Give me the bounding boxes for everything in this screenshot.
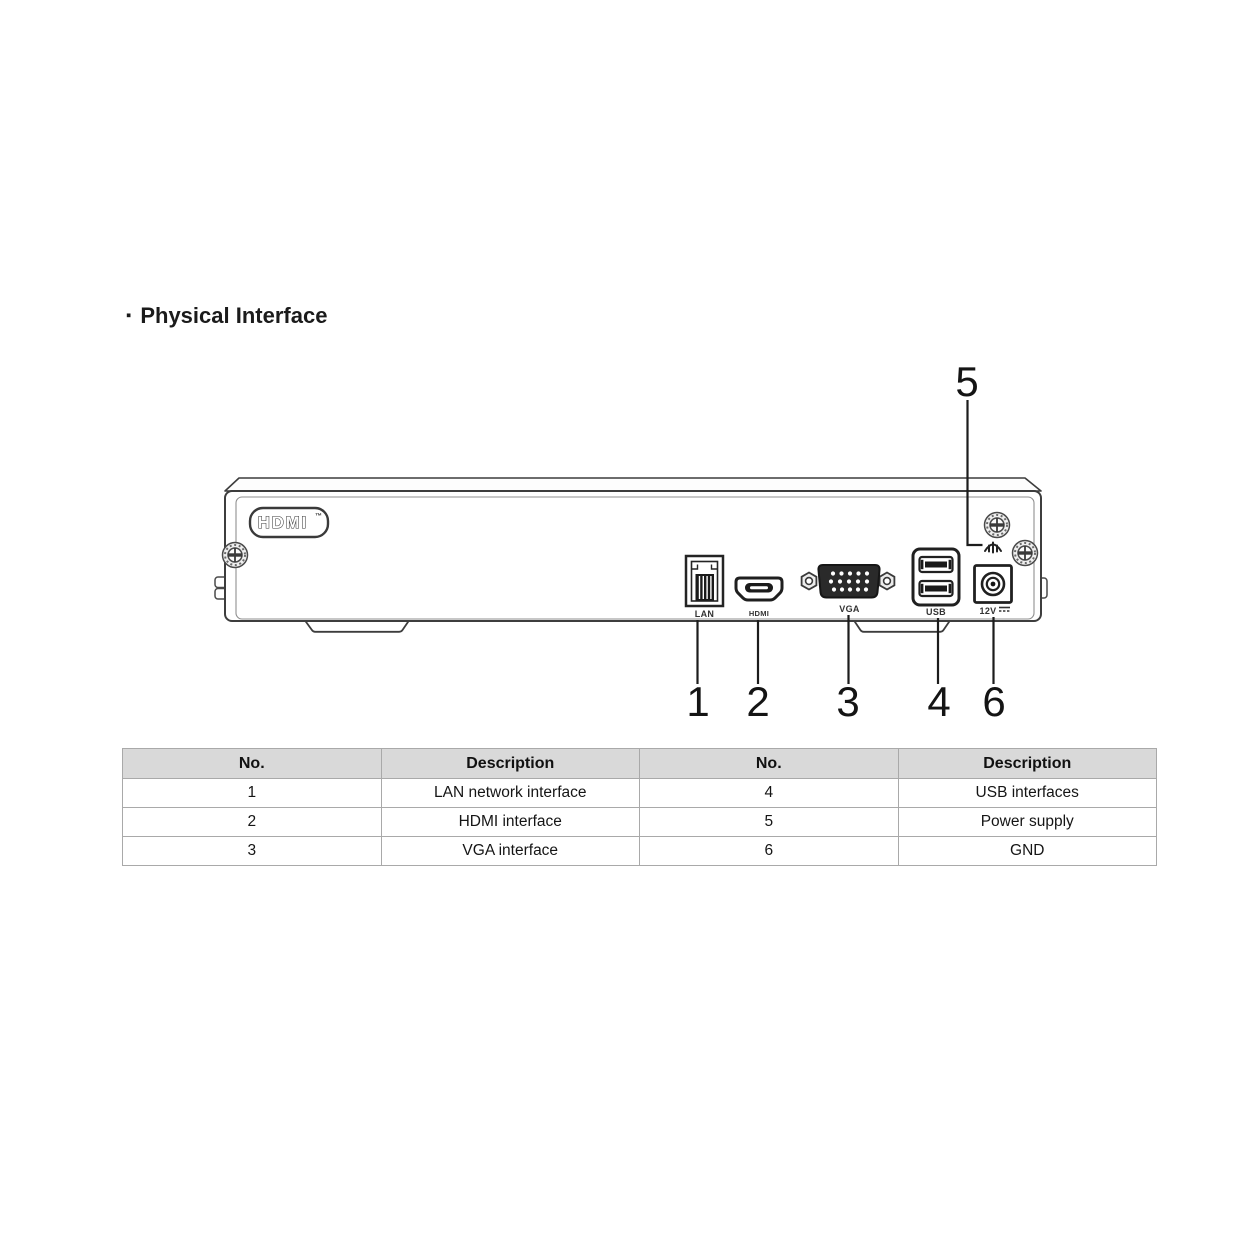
table-row <box>123 779 1157 808</box>
callout-number-3: 3 <box>836 678 860 725</box>
device-rear-panel-diagram <box>140 355 1150 735</box>
hdmi-logo <box>250 508 328 537</box>
hdmi-port <box>736 578 782 600</box>
cell-description: HDMI interface <box>381 808 640 837</box>
header-no-left: No. <box>123 749 382 779</box>
callout-number-2: 2 <box>746 678 770 725</box>
callout-number-5: 5 <box>955 358 979 405</box>
callout-number-4: 4 <box>927 678 951 725</box>
cell-description: Power supply <box>898 808 1157 837</box>
cell-no: 5 <box>640 808 899 837</box>
section-heading <box>126 303 327 329</box>
vga-port-label: VGA <box>839 604 860 614</box>
callout-number-6: 6 <box>982 678 1006 725</box>
table-row <box>123 808 1157 837</box>
table-row <box>123 837 1157 866</box>
right-panel-screw-icon <box>1013 541 1038 566</box>
header-description-right: Description <box>898 749 1157 779</box>
chassis-top-face <box>225 478 1041 491</box>
callout-number-1: 1 <box>686 678 710 725</box>
cell-no: 1 <box>123 779 382 808</box>
cell-no: 6 <box>640 837 899 866</box>
chassis-feet <box>305 621 950 632</box>
power-jack <box>975 566 1012 603</box>
interface-table <box>122 748 1157 866</box>
gnd-screw-icon <box>985 513 1010 538</box>
hdmi-logo-text: HDMI <box>257 514 309 532</box>
table-header-row <box>123 749 1157 779</box>
header-no-right: No. <box>640 749 899 779</box>
power-port-label: 12V <box>979 606 997 616</box>
cell-description: LAN network interface <box>381 779 640 808</box>
cell-no: 3 <box>123 837 382 866</box>
lan-port <box>686 556 723 606</box>
heading-bullet-icon: ▪ <box>126 306 132 324</box>
hdmi-logo-tm: ™ <box>315 513 322 520</box>
cell-no: 4 <box>640 779 899 808</box>
cell-no: 2 <box>123 808 382 837</box>
lan-port-label: LAN <box>694 609 715 619</box>
left-foot <box>305 621 409 632</box>
left-panel-screw-icon <box>223 543 248 568</box>
usb-port-label: USB <box>926 607 946 617</box>
cell-description: GND <box>898 837 1157 866</box>
cell-description: USB interfaces <box>898 779 1157 808</box>
header-description-left: Description <box>381 749 640 779</box>
right-foot <box>854 621 950 632</box>
hdmi-port-label: HDMI <box>748 609 770 618</box>
usb-ports <box>913 549 959 605</box>
cell-description: VGA interface <box>381 837 640 866</box>
heading-text: Physical Interface <box>140 303 328 328</box>
